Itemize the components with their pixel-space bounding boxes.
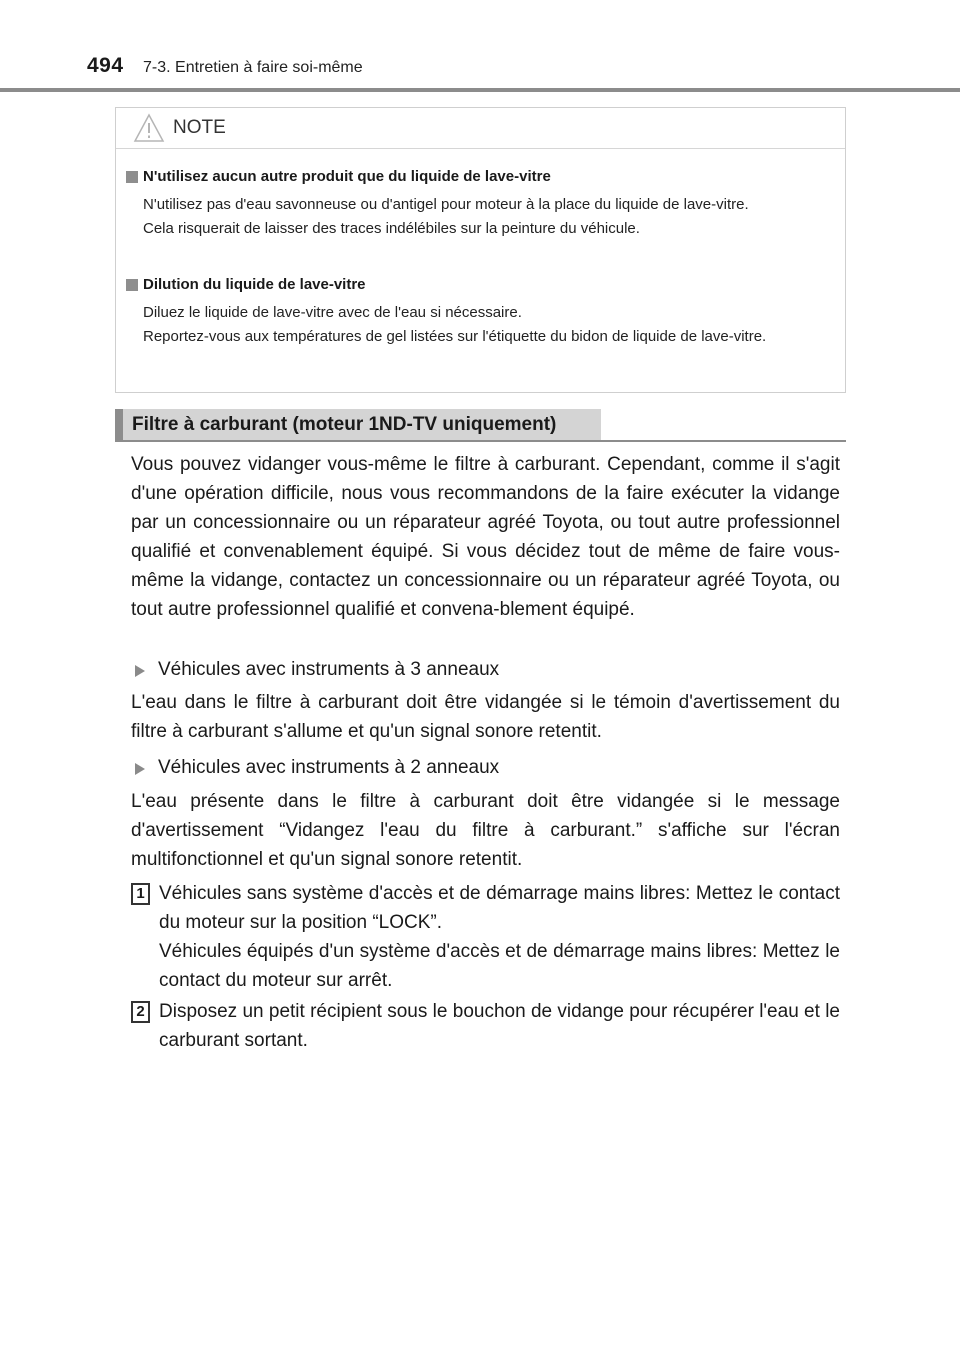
step-number-badge: 1 xyxy=(131,883,150,905)
step-line: Véhicules équipés d'un système d'accès et de démarrage mains libres: Mettez le contact du moteur sur arrêt. xyxy=(159,941,840,991)
page-number: 494 xyxy=(87,54,124,77)
header-rule xyxy=(0,88,960,92)
variant-label xyxy=(131,655,831,684)
note-item-heading: N'utilisez aucun autre produit que du liquide de lave-vitre xyxy=(143,168,551,185)
step-number-badge: 2 xyxy=(131,1001,150,1023)
note-item-line: Reportez-vous aux températures de gel listées sur l'étiquette du bidon de liquide de lave-vitre. xyxy=(143,328,767,345)
step-line: Véhicules sans système d'accès et de démarrage mains libres: Mettez le contact du moteur sur la position “LOCK”. xyxy=(159,883,840,933)
section-heading-accent xyxy=(115,409,123,441)
variant-label-text: Véhicules avec instruments à 3 anneaux xyxy=(158,659,500,680)
square-bullet-icon xyxy=(126,171,138,183)
note-item-body xyxy=(143,301,831,349)
intro-text: Vous pouvez vidanger vous-même le filtre à carburant. Cependant, comme il s'agit d'une opération difficile, nous vous recommandons de la faire exécuter la vidange par un concessionnaire ou un réparateur agréé Toyota, ou tout autre professionnel qualifié et convenablement équipé. Si vous décidez tout de même de faire vous-même la vidange, contactez un concessionnaire ou un réparateur agréé Toyota, ou tout autre professionnel qualifié et convena-blement équipé. xyxy=(131,454,840,620)
section-path: 7-3. Entretien à faire soi-même xyxy=(143,59,363,76)
variant-label-text: Véhicules avec instruments à 2 anneaux xyxy=(158,757,500,778)
section-title: Filtre à carburant (moteur 1ND-TV uniquement) xyxy=(132,414,557,435)
step-line: Disposez un petit récipient sous le bouchon de vidange pour récupérer l'eau et le carburant sortant. xyxy=(159,1001,840,1051)
triangle-arrow-icon xyxy=(135,665,145,677)
note-item-heading: Dilution du liquide de lave-vitre xyxy=(143,276,366,293)
note-title: NOTE xyxy=(173,117,226,138)
step-text xyxy=(159,997,840,1055)
note-item-line: N'utilisez pas d'eau savonneuse ou d'antigel pour moteur à la place du liquide de lave-vitre. xyxy=(143,196,749,213)
section-heading-rule xyxy=(115,440,846,442)
variant-paragraph xyxy=(131,787,840,874)
note-divider xyxy=(116,148,845,149)
page-header xyxy=(0,0,960,95)
note-box xyxy=(115,107,846,393)
note-item-body xyxy=(143,193,831,241)
note-item-line: Diluez le liquide de lave-vitre avec de l'eau si nécessaire. xyxy=(143,304,522,321)
step-text xyxy=(159,879,840,995)
warning-triangle-icon xyxy=(133,113,165,143)
intro-paragraph xyxy=(131,450,840,624)
variant-paragraph xyxy=(131,688,840,746)
triangle-arrow-icon xyxy=(135,763,145,775)
note-item-line: Cela risquerait de laisser des traces indélébiles sur la peinture du véhicule. xyxy=(143,220,640,237)
variant-text: L'eau présente dans le filtre à carburant doit être vidangée si le message d'avertissement “Vidangez l'eau du filtre à carburant.” s'affiche sur l'écran multifonctionnel et qu'un signal sonore retentit. xyxy=(131,791,840,870)
section-heading xyxy=(115,409,846,441)
note-header xyxy=(116,108,845,148)
square-bullet-icon xyxy=(126,279,138,291)
variant-label xyxy=(131,753,831,782)
variant-text: L'eau dans le filtre à carburant doit être vidangée si le témoin d'avertissement du filtre à carburant s'allume et qu'un signal sonore retentit. xyxy=(131,692,840,742)
